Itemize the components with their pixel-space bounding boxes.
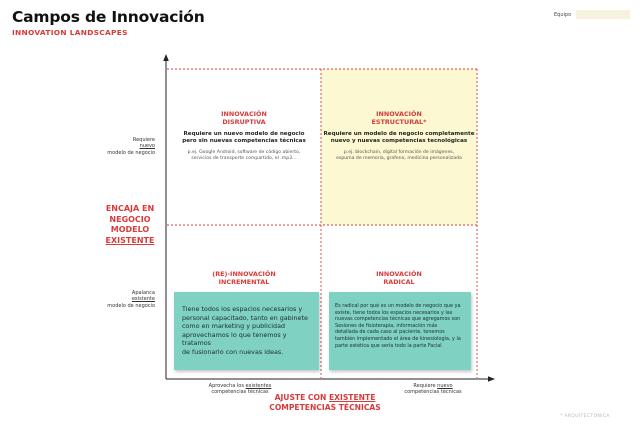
quadrant-disruptive [170,110,318,163]
structural-examples: p.ej. blockchain, digital formación de imágenes, espuma de memoria, grafeno, medicina personalizada [336,149,462,162]
y-axis-title: ENCAJA EN NEGOCIO MODELO EXISTENTE [105,204,155,245]
y-axis-top-label: Requiere nuevo modelo de negocio [107,137,155,156]
incremental-title: (RE)-INNOVACIÓN INCREMENTAL [212,270,276,286]
page-subtitle: INNOVATION LANDSCAPES [12,28,128,37]
x-axis-arrow-icon [488,376,495,382]
y-axis-bottom-label: Apalanca existente modelo de negocio [107,290,155,309]
radical-title: INNOVACIÓN RADICAL [376,270,422,286]
quadrant-structural [322,110,476,163]
disruptive-title: INNOVACIÓN DISRUPTIVA [221,110,267,126]
structural-title: INNOVACIÓN ESTRUCTURAL* [371,110,427,126]
y-axis-arrow-icon [163,54,169,61]
sticky-note-radical-text: Es radical por qué es un modelo de negocio que ya existe, tiene todos los espacios necesarios y las nuevas competencias técnicas que agregamos son Sesiones de fisioterapia, información más detallada de cada caso al paciente, tenemos también implementado el área de kinesiología, y la parte estética que sería todo la parte Facial [335,303,461,349]
sticky-note-incremental[interactable] [174,292,319,370]
watermark: * ARQUITECTÓNICA [560,414,610,419]
x-axis-right-label: Requiere nuevo competencias técnicas [404,383,462,396]
team-label: Equipo [554,12,572,18]
disruptive-description: Requiere un nuevo modelo de negocio pero sin nuevas competencias técnicas [182,131,306,145]
structural-description: Requiere un modelo de negocio completamente nuevo y nuevas competencias tecnológicas [323,131,475,145]
page-title: Campos de Innovación [12,8,205,26]
sticky-note-radical[interactable] [329,292,471,370]
x-axis-left-label: Aprovecha los existentes competencias técnicas [208,383,272,396]
disruptive-examples: p.ej. Google Android, software de código abierto, servicios de transporte compartido, el .mp3… [187,149,301,162]
x-axis-title: AJUSTE CON EXISTENTE COMPETENCIAS TÉCNICAS [269,393,381,412]
sticky-note-incremental-text: Tiene todos los espacios necesarios y personal capacitado, tanto en gabinete como en marketing y publicidad aprovechamos lo que tenemos y tratamos de fusionarlo con nuevas ideas. [182,305,308,356]
